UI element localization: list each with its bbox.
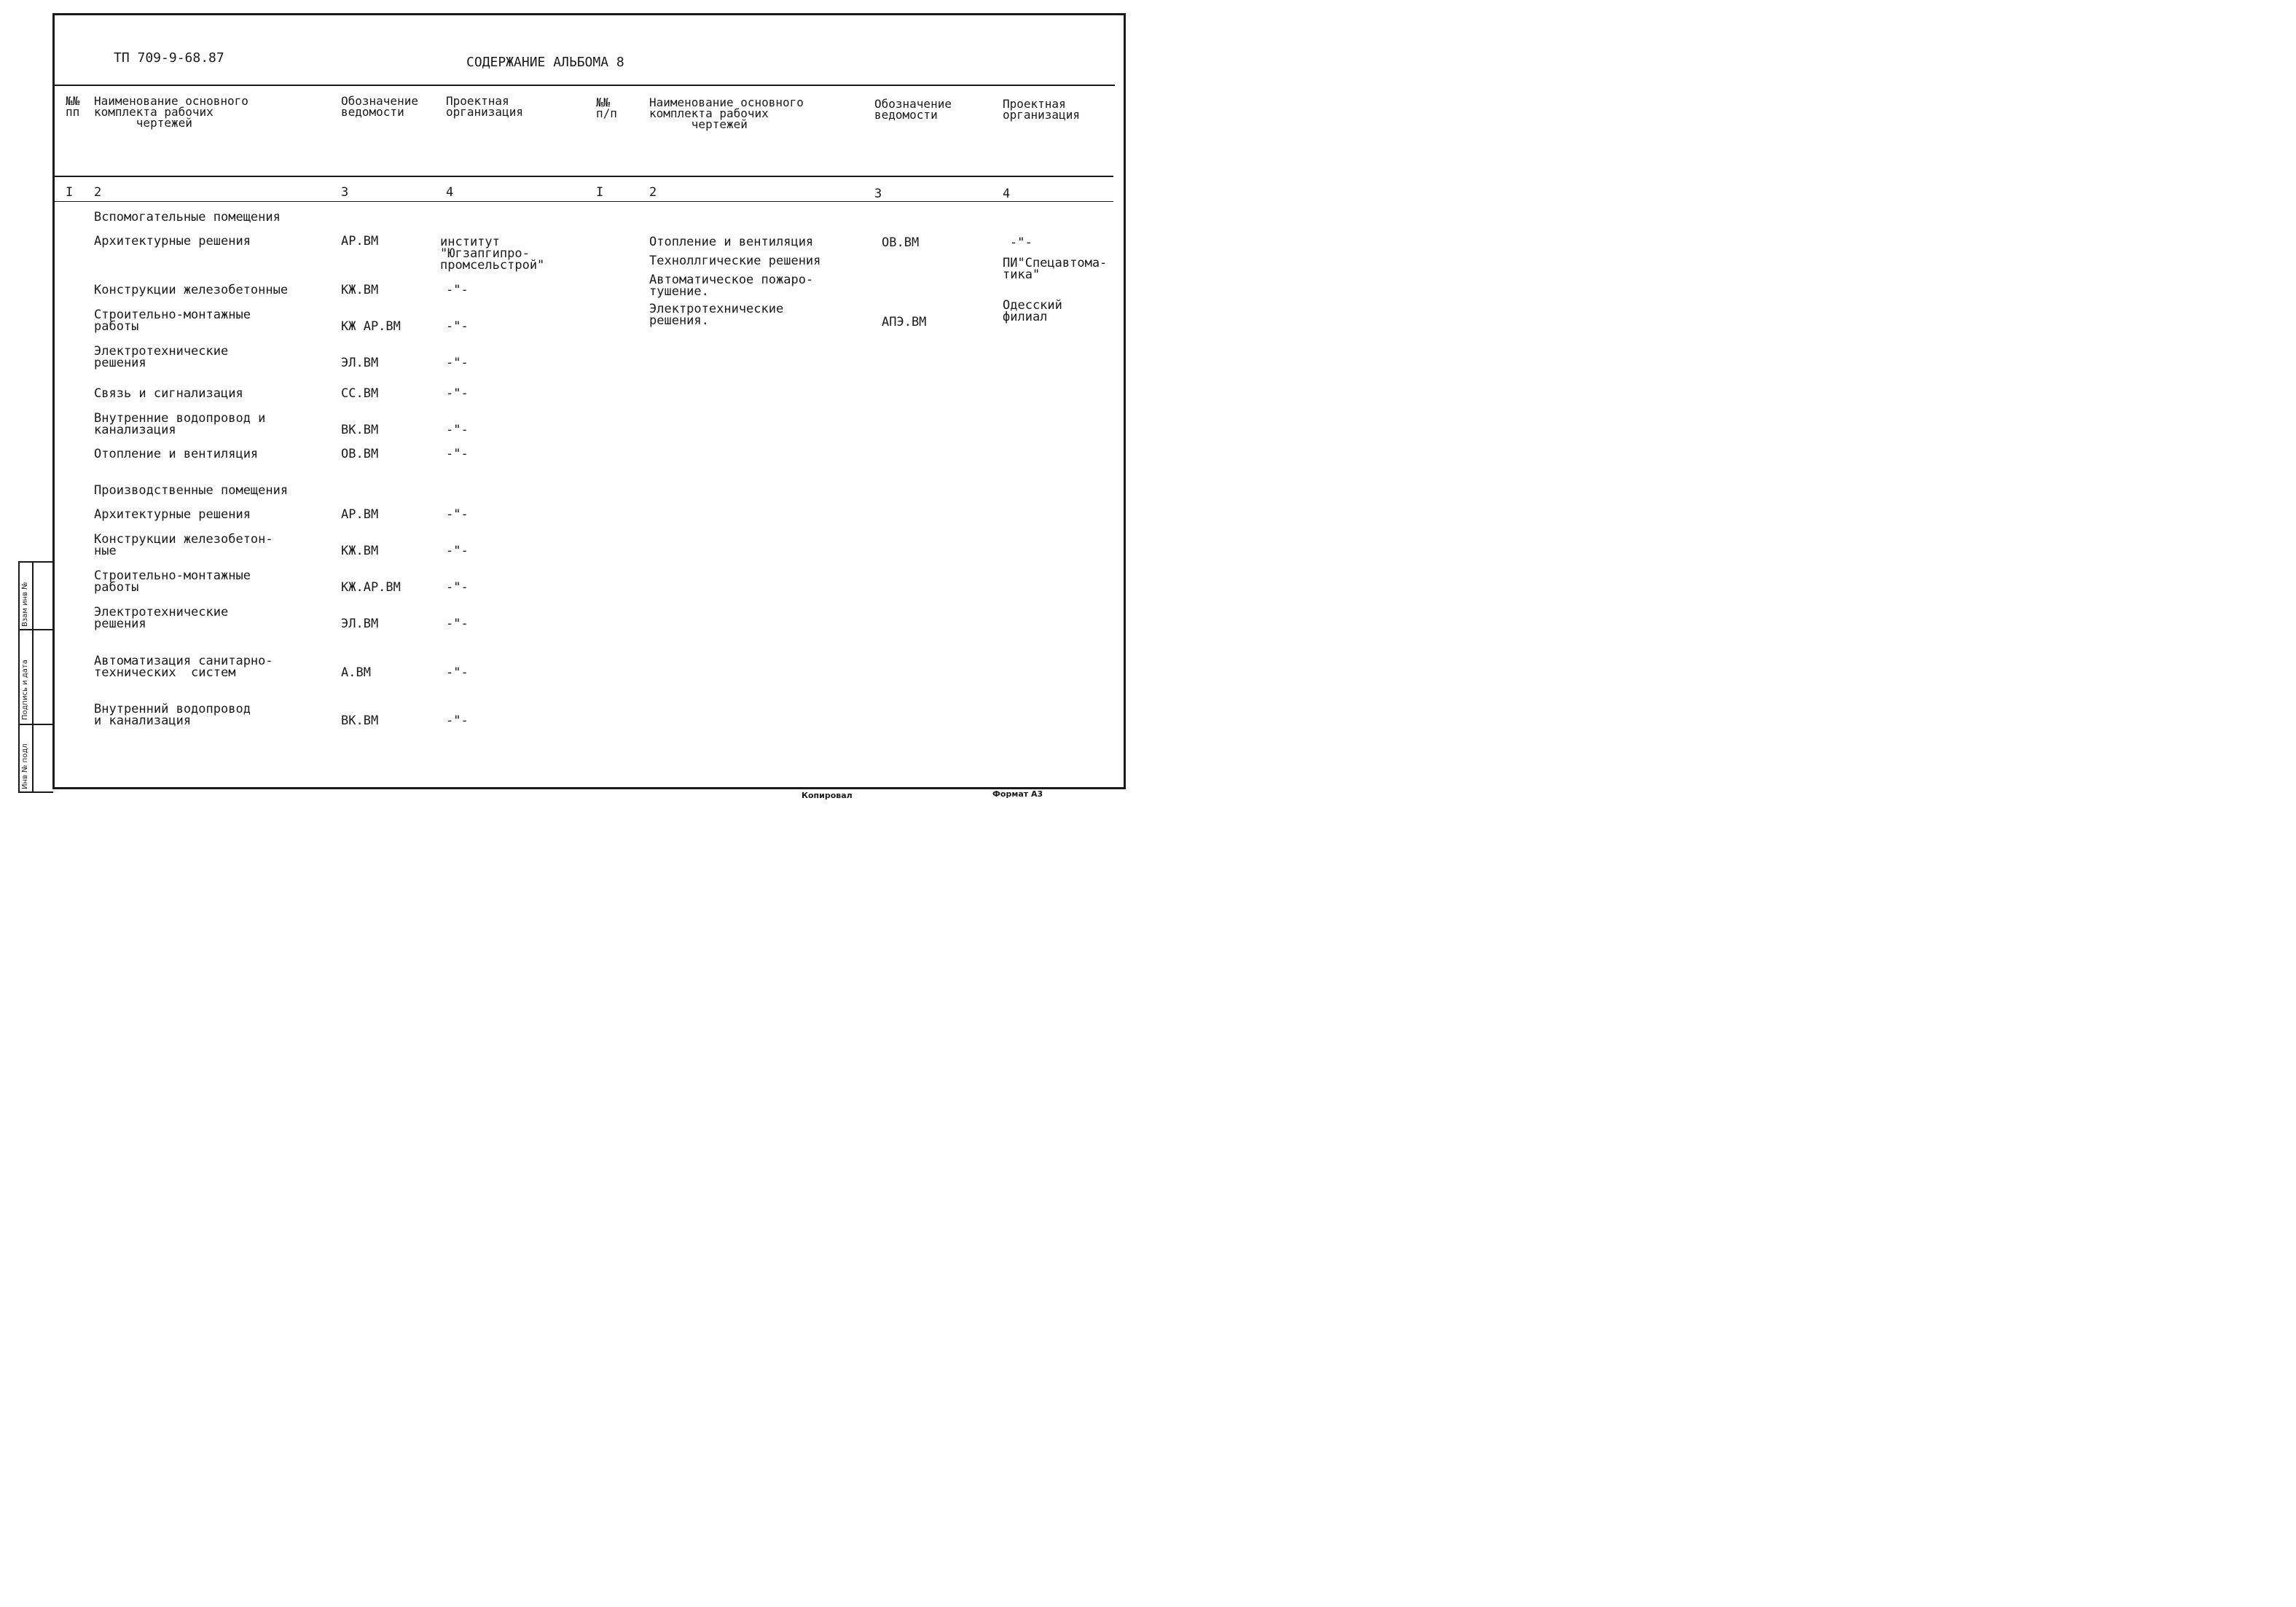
row-org: -"- [446,319,469,334]
header-rule [54,85,1115,86]
colnum-3-right: 3 [874,187,882,201]
row-org: -"- [446,544,469,558]
row-org: -"- [446,356,469,370]
row-name: Внутренний водопровод и канализация [94,702,251,728]
row-code: КЖ.АР.ВМ [341,580,401,595]
frame-left [52,13,55,789]
col-num-header: №№ пп [66,94,80,119]
right-row-org: Одесский филиал [1003,298,1062,324]
row-org: -"- [446,617,469,631]
row-org: -"- [446,283,469,297]
colnum-rule [54,201,1113,202]
row-name: Конструкции железобетонные [94,283,289,297]
colnum-2: 2 [94,185,102,200]
row-org: -"- [446,713,469,728]
right-row-code: АПЭ.ВМ [882,315,927,329]
right-row-name: Автоматическое пожаро- тушение. [649,273,814,299]
colnum-1: I [66,185,74,200]
row-code: ВК.ВМ [341,423,379,437]
right-row-name: Электротехнические решения. [649,302,784,328]
row-name: Архитектурные решения [94,507,251,522]
row-org: -"- [446,665,469,680]
footer-format: Формат А3 [992,789,1043,799]
row-org: институт "Югзапгипро- промсельстрой" [440,235,545,273]
col-name-header-right: Наименование основного комплекта рабочих чертежей [649,95,804,131]
document-code: ТП 709-9-68.87 [114,50,224,66]
row-code: СС.ВМ [341,386,379,401]
colnum-2-right: 2 [649,185,657,200]
frame-bottom [52,787,1126,789]
row-name: Внутренние водопровод и канализация [94,411,266,437]
stamp-inv-vzam: Взам инв № [21,582,29,627]
row-org: -"- [446,423,469,437]
section-auxiliary: Вспомогательные помещения [94,210,281,224]
right-row-code: ОВ.ВМ [882,235,920,250]
frame-right [1124,13,1126,789]
footer-copied: Копировал [802,791,853,800]
right-row-org: ПИ"Спецавтома- тика" [1003,256,1108,282]
col-num-header-right: №№ п/п [596,95,617,120]
row-name: Строительно-монтажные работы [94,308,251,334]
row-org: -"- [446,507,469,522]
row-code: КЖ.ВМ [341,283,379,297]
colnum-4-right: 4 [1003,187,1011,201]
row-name: Связь и сигнализация [94,386,243,401]
row-org: -"- [446,580,469,595]
row-org: -"- [446,386,469,401]
col-org-header-right: Проектная организация [1003,97,1080,122]
page-title: СОДЕРЖАНИЕ АЛЬБОМА 8 [466,55,624,70]
stamp-strip-mid [32,561,34,793]
col-name-header: Наименование основного комплекта рабочих чертежей [94,94,248,130]
row-code: ЭЛ.ВМ [341,617,379,631]
col-designation-header: Обозначение ведомости [341,94,418,119]
right-row-name: Отопление и вентиляция [649,235,814,249]
row-name: Конструкции железобетон- ные [94,532,273,558]
col-designation-header-right: Обозначение ведомости [874,97,952,122]
row-code: ЭЛ.ВМ [341,356,379,370]
row-code: ВК.ВМ [341,713,379,728]
row-code: ОВ.ВМ [341,447,379,461]
stamp-strip-bottom [18,791,53,793]
stamp-signature-date: Подпись и дата [21,660,29,720]
right-row-name: Техноллгические решения [649,254,821,268]
row-code: А.ВМ [341,665,371,680]
row-name: Строительно-монтажные работы [94,568,251,595]
row-name: Автоматизация санитарно- технических систем [94,654,273,680]
section-production: Производственные помещения [94,483,289,498]
stamp-inv-podl: Инв № подл [21,743,29,789]
colnum-3: 3 [341,185,349,200]
row-name: Отопление и вентиляция [94,447,259,461]
row-name: Электротехнические решения [94,344,229,370]
colnum-1-right: I [596,185,604,200]
colnum-4: 4 [446,185,454,200]
row-code: КЖ АР.ВМ [341,319,401,334]
row-code: КЖ.ВМ [341,544,379,558]
row-name: Архитектурные решения [94,234,251,249]
frame-top [52,13,1126,15]
stamp-strip-top [18,561,53,563]
row-org: -"- [446,447,469,461]
row-code: АР.ВМ [341,234,379,249]
row-code: АР.ВМ [341,507,379,522]
row-name: Электротехнические решения [94,605,229,631]
right-row-org: -"- [1010,235,1033,250]
col-org-header: Проектная организация [446,94,523,119]
stamp-strip-div1 [18,629,53,630]
stamp-strip-div2 [18,724,53,725]
header-bottom-rule [54,176,1113,177]
stamp-strip-left [18,561,20,793]
